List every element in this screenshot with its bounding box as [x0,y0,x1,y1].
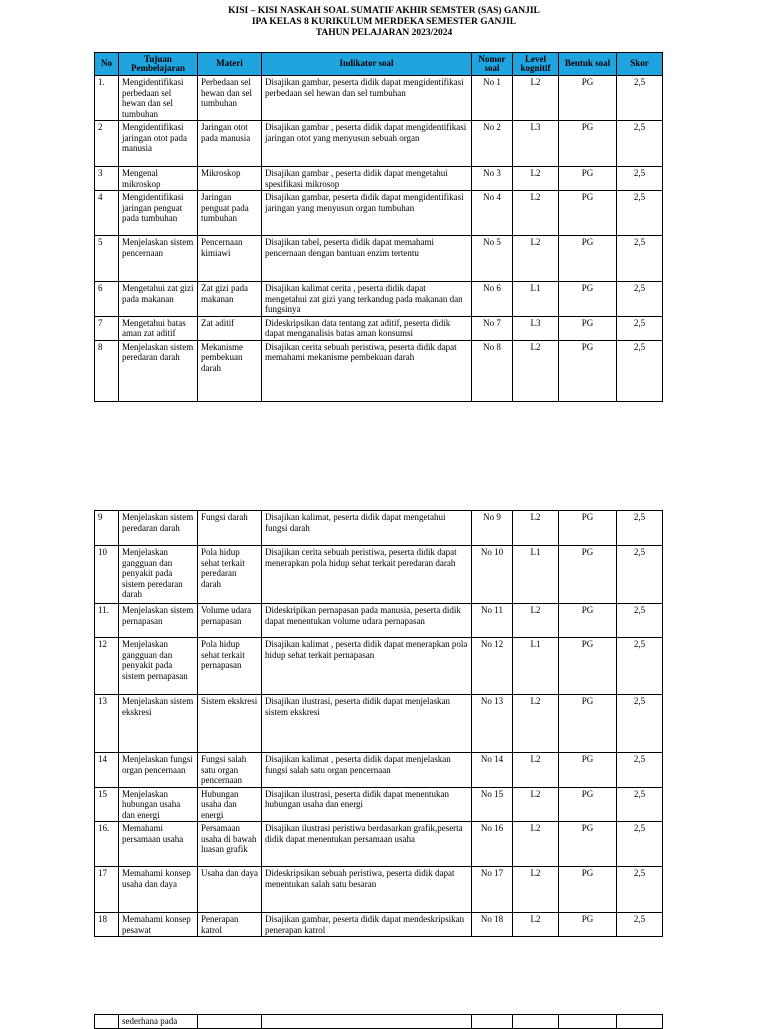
cell-level: L2 [513,76,559,121]
cell-no: 13 [95,695,119,753]
cell-bentuk: PG [559,638,617,695]
table-row [95,316,663,340]
cell-tujuan: Mengidentifikasi perbedaan sel hewan dan sel tumbuhan [119,76,198,121]
cell-materi: Pola hidup sehat terkait pernapasan [198,638,262,695]
cell-nomor: No 15 [472,787,513,822]
cell-level: L1 [513,546,559,604]
cell-materi: Fungsi darah [198,511,262,546]
cell-materi: Zat aditif [198,316,262,340]
cell-indikator: Disajikan kalimat, peserta didik dapat mengetahui fungsi darah [262,511,472,546]
cell-no: 18 [95,913,119,937]
cell-skor: 2,5 [617,340,663,401]
cell-no [95,1015,119,1029]
cell-no: 10 [95,546,119,604]
cell-level: L2 [513,511,559,546]
cell-indikator: Disajikan cerita sebuah peristiwa, peserta didik dapat memahami mekanisme pembekuan darah [262,340,472,401]
cell-indikator: Dideskripsikan sebuah peristiwa, peserta didik dapat menentukan salah satu besaran [262,867,472,913]
cell-bentuk: PG [559,913,617,937]
cell-tujuan: Menjelaskan hubungan usaha dan energi [119,787,198,822]
cell-tujuan: Menjelaskan sistem pencernaan [119,236,198,282]
cell-no: 17 [95,867,119,913]
cell-materi: Fungsi salah satu organ pencernaan [198,753,262,788]
table-row [95,167,663,191]
table-row [95,913,663,937]
cell-indikator: Disajikan kalimat , peserta didik dapat menjelaskan fungsi salah satu organ pencernaan [262,753,472,788]
cell-indikator [262,1015,472,1029]
cell-skor: 2,5 [617,913,663,937]
cell-nomor: No 16 [472,822,513,867]
cell-nomor: No 9 [472,511,513,546]
cell-nomor: No 10 [472,546,513,604]
cell-nomor [472,1015,513,1029]
cell-indikator: Disajikan gambar , peserta didik dapat mengetahui spesifikasi mikrosop [262,167,472,191]
cell-nomor: No 6 [472,282,513,317]
cell-tujuan: Menjelaskan fungsi organ pencernaan [119,753,198,788]
cell-no: 9 [95,511,119,546]
cell-indikator: Disajikan ilustrasi, peserta didik dapat menentukan hubungan usaha dan energi [262,787,472,822]
cell-tujuan: sederhana pada [119,1015,198,1029]
cell-level: L2 [513,913,559,937]
cell-no: 1. [95,76,119,121]
cell-indikator: Disajikan cerita sebuah peristiwa, peserta didik dapat menerapkan pola hidup sehat terkait peredaran darah [262,546,472,604]
cell-no: 2 [95,121,119,167]
cell-tujuan: Menjelaskan sistem ekskresi [119,695,198,753]
cell-skor: 2,5 [617,546,663,604]
header-bentuk: Bentuk soal [559,53,617,76]
cell-skor: 2,5 [617,695,663,753]
doc-title-line1: KISI – KISI NASKAH SOAL SUMATIF AKHIR SEMSTER (SAS) GANJIL [228,6,540,16]
cell-bentuk: PG [559,282,617,317]
table-row [95,604,663,638]
cell-nomor: No 5 [472,236,513,282]
cell-skor [617,1015,663,1029]
cell-tujuan: Mengenal mikroskop [119,167,198,191]
cell-indikator: Disajikan ilustrasi, peserta didik dapat menjelaskan sistem ekskresi [262,695,472,753]
cell-level: L2 [513,236,559,282]
table-row [95,867,663,913]
cell-materi: Usaha dan daya [198,867,262,913]
cell-indikator: Disajikan gambar, peserta didik dapat mengidentifikasi perbedaan sel hewan dan sel tumbuhan [262,76,472,121]
header-indikator: Indikator soal [262,53,472,76]
cell-level: L2 [513,340,559,401]
doc-title-line3: TAHUN PELAJARAN 2023/2024 [315,28,453,38]
cell-bentuk: PG [559,236,617,282]
cell-tujuan: Mengetahui zat gizi pada makanan [119,282,198,317]
cell-indikator: Disajikan kalimat cerita , peserta didik dapat mengetahui zat gizi yang terkandug pada makanan dan fungsinya [262,282,472,317]
cell-tujuan: Menjelaskan gangguan dan penyakit pada sistem peredaran darah [119,546,198,604]
cell-materi: Mikroskop [198,167,262,191]
cell-no: 14 [95,753,119,788]
cell-level: L2 [513,167,559,191]
table-row [95,121,663,167]
cell-indikator: Disajikan gambar, peserta didik dapat mendeskripsikan penerapan katrol [262,913,472,937]
cell-nomor: No 12 [472,638,513,695]
cell-bentuk: PG [559,546,617,604]
cell-bentuk: PG [559,316,617,340]
cell-tujuan: Menjelaskan gangguan dan penyakit pada sistem pernapasan [119,638,198,695]
table-row [95,638,663,695]
cell-materi: Volume udara pernapasan [198,604,262,638]
cell-skor: 2,5 [617,167,663,191]
cell-no: 5 [95,236,119,282]
cell-bentuk: PG [559,822,617,867]
table-row [95,695,663,753]
cell-level: L1 [513,638,559,695]
cell-skor: 2,5 [617,236,663,282]
doc-title-line2: IPA KELAS 8 KURIKULUM MERDEKA SEMESTER GANJIL [251,17,517,27]
cell-materi: Pola hidup sehat terkait peredaran darah [198,546,262,604]
kisi-table-page1 [94,52,663,402]
cell-no: 6 [95,282,119,317]
table-row [95,282,663,317]
cell-materi: Perbedaan sel hewan dan sel tumbuhan [198,76,262,121]
cell-tujuan: Mengetahui batas aman zat aditif [119,316,198,340]
cell-level: L3 [513,316,559,340]
cell-tujuan: Menjelaskan sistem pernapasan [119,604,198,638]
header-materi: Materi [198,53,262,76]
cell-bentuk: PG [559,695,617,753]
cell-nomor: No 18 [472,913,513,937]
cell-skor: 2,5 [617,121,663,167]
cell-tujuan: Menjelaskan sistem peredaran darah [119,340,198,401]
cell-level: L3 [513,121,559,167]
header-skor: Skor [617,53,663,76]
cell-level: L2 [513,191,559,236]
cell-materi: Pencernaan kimiawi [198,236,262,282]
cell-no: 15 [95,787,119,822]
table-row [95,340,663,401]
cell-nomor: No 3 [472,167,513,191]
cell-level: L2 [513,604,559,638]
cell-materi: Jaringan otot pada manusia [198,121,262,167]
cell-no: 12 [95,638,119,695]
kisi-table-page2 [94,510,663,937]
cell-nomor: No 4 [472,191,513,236]
cell-no: 4 [95,191,119,236]
table-row [95,822,663,867]
header-level: Level kognitif [513,53,559,76]
cell-materi: Hubungan usaha dan energi [198,787,262,822]
cell-indikator: Disajikan gambar, peserta didik dapat mengidentifikasi jaringan yang menyusun organ tumbuhan [262,191,472,236]
cell-materi: Persamaan usaha di bawah luasan grafik [198,822,262,867]
cell-no: 7 [95,316,119,340]
cell-materi: Jaringan penguat pada tumbuhan [198,191,262,236]
cell-level: L2 [513,867,559,913]
cell-level: L2 [513,822,559,867]
cell-indikator: Dideskripsikan data tentang zat aditif, peserta didik dapat menganalisis batas aman konsumsi [262,316,472,340]
cell-bentuk: PG [559,121,617,167]
cell-tujuan: Memahami persamaan usaha [119,822,198,867]
cell-skor: 2,5 [617,822,663,867]
table-row [95,753,663,788]
cell-skor: 2,5 [617,316,663,340]
cell-bentuk: PG [559,167,617,191]
cell-skor: 2,5 [617,511,663,546]
cell-tujuan: Menjelaskan sistem peredaran darah [119,511,198,546]
cell-indikator: Dideskripikan pernapasan pada manusia, peserta didik dapat menentukan volume udara pernapasan [262,604,472,638]
cell-skor: 2,5 [617,76,663,121]
table-row [95,787,663,822]
cell-skor: 2,5 [617,282,663,317]
table-row [95,511,663,546]
cell-nomor: No 11 [472,604,513,638]
cell-tujuan: Mengidentifikasi jaringan penguat pada tumbuhan [119,191,198,236]
cell-no: 16. [95,822,119,867]
table-row [95,546,663,604]
cell-bentuk: PG [559,867,617,913]
cell-level: L2 [513,753,559,788]
cell-nomor: No 8 [472,340,513,401]
cell-no: 11. [95,604,119,638]
cell-skor: 2,5 [617,753,663,788]
cell-bentuk: PG [559,511,617,546]
cell-materi: Sistem ekskresi [198,695,262,753]
cell-skor: 2,5 [617,867,663,913]
cell-skor: 2,5 [617,191,663,236]
cell-bentuk: PG [559,191,617,236]
cell-materi: Zat gizi pada makanan [198,282,262,317]
header-nomor: Nomor soal [472,53,513,76]
cell-bentuk: PG [559,787,617,822]
cell-tujuan: Memahami konsep pesawat [119,913,198,937]
table-header-row [95,53,663,76]
cell-tujuan: Mengidentifikasi jaringan otot pada manusia [119,121,198,167]
cell-indikator: Disajikan kalimat , peserta didik dapat menerapkan pola hidup sehat terkait pernapasan [262,638,472,695]
cell-indikator: Disajikan tabel, peserta didik dapat memahami pencernaan dengan bantuan enzim tertentu [262,236,472,282]
cell-indikator: Disajikan ilustrasi peristiwa berdasarkan grafik,peserta didik dapat menentukan persamaan usaha [262,822,472,867]
kisi-table-page3 [94,1014,663,1029]
cell-nomor: No 17 [472,867,513,913]
cell-nomor: No 14 [472,753,513,788]
table-row [95,191,663,236]
cell-no: 3 [95,167,119,191]
cell-materi: Penerapan katrol [198,913,262,937]
table-row [95,76,663,121]
cell-nomor: No 13 [472,695,513,753]
table-row-continued [95,1015,663,1029]
cell-bentuk: PG [559,753,617,788]
cell-bentuk [559,1015,617,1029]
cell-level [513,1015,559,1029]
cell-tujuan: Memahami konsep usaha dan daya [119,867,198,913]
cell-nomor: No 7 [472,316,513,340]
table-row [95,236,663,282]
cell-materi [198,1015,262,1029]
cell-bentuk: PG [559,604,617,638]
cell-bentuk: PG [559,76,617,121]
cell-skor: 2,5 [617,638,663,695]
header-tujuan: Tujuan Pembelajaran [119,53,198,76]
cell-skor: 2,5 [617,604,663,638]
cell-level: L2 [513,695,559,753]
header-no: No [95,53,119,76]
cell-level: L2 [513,787,559,822]
cell-bentuk: PG [559,340,617,401]
cell-level: L1 [513,282,559,317]
cell-nomor: No 1 [472,76,513,121]
cell-indikator: Disajikan gambar , peserta didik dapat mengidentifikasi jaringan otot yang menyusun sebuah organ [262,121,472,167]
cell-materi: Mekanisme pembekuan darah [198,340,262,401]
cell-no: 8 [95,340,119,401]
cell-skor: 2,5 [617,787,663,822]
cell-nomor: No 2 [472,121,513,167]
